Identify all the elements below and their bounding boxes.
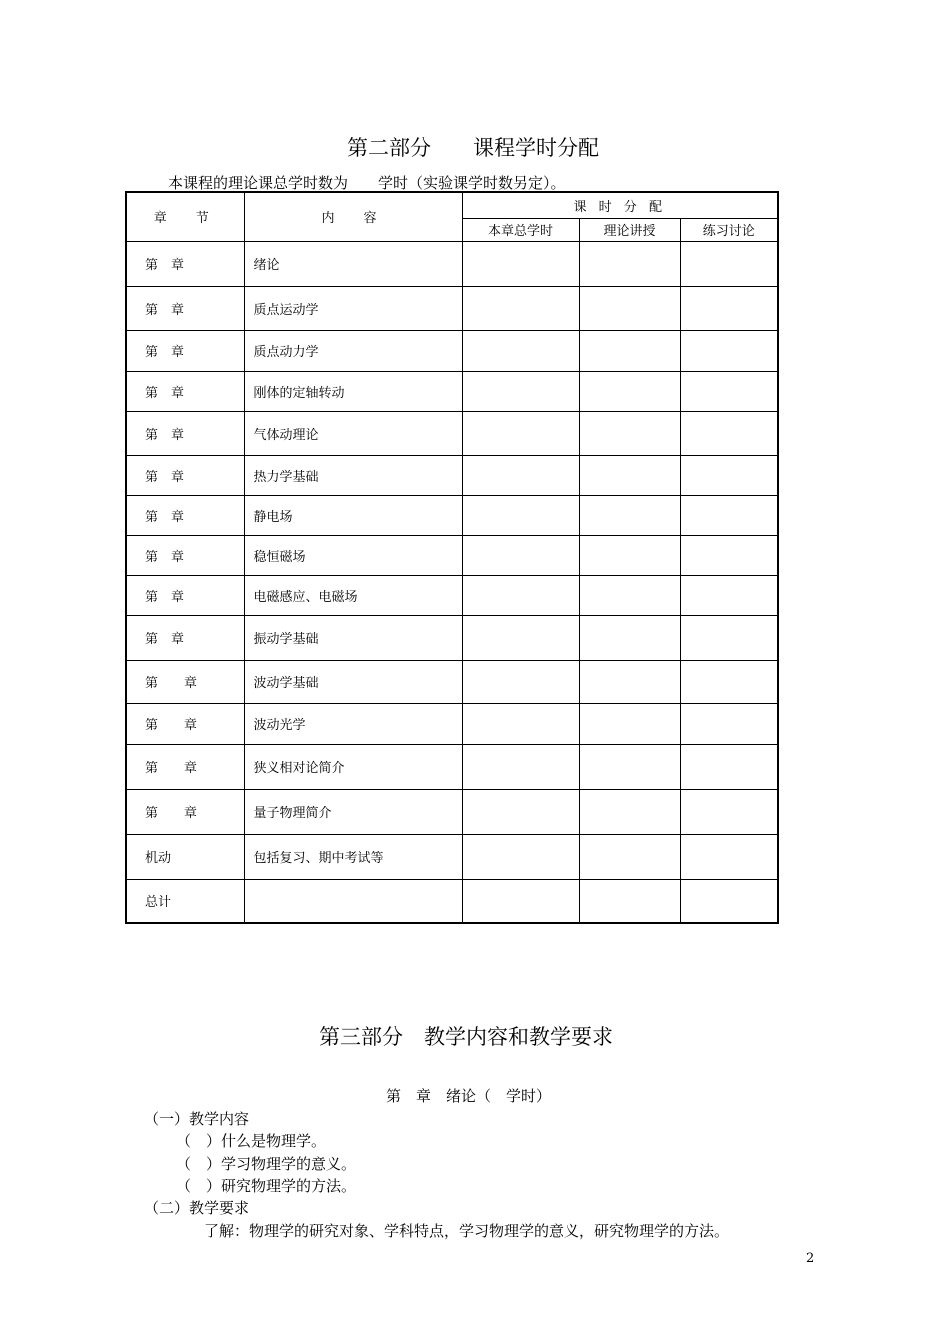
discussion-hours-cell [680,495,778,535]
table-row [126,789,778,834]
lecture-hours-cell [579,703,680,744]
content-cell: 量子物理简介 [244,789,462,834]
total-hours-cell [462,495,579,535]
lecture-hours-cell [579,615,680,660]
header-discussion-hours: 练习讨论 [680,218,778,241]
content-cell: 质点运动学 [244,286,462,330]
discussion-hours-cell [680,575,778,615]
total-hours-cell [462,286,579,330]
header-hours: 课 时 分 配 [462,192,778,218]
table-row [126,660,778,703]
table-row [126,455,778,495]
table-row [126,744,778,789]
chapter-cell: 第 章 [126,789,244,834]
discussion-hours-cell [680,330,778,371]
chapter-cell: 第 章 [126,330,244,371]
table-row [126,371,778,411]
content-item: （ ）什么是物理学。 [176,1132,327,1150]
discussion-hours-cell [680,371,778,411]
discussion-hours-cell [680,411,778,455]
content-item: （ ）研究物理学的方法。 [176,1177,357,1195]
chapter-cell: 第 章 [126,455,244,495]
content-cell: 静电场 [244,495,462,535]
total-hours-cell [462,744,579,789]
table-row [126,703,778,744]
header-total-hours: 本章总学时 [462,218,579,241]
chapter-cell: 第 章 [126,371,244,411]
total-hours-cell [462,615,579,660]
lecture-hours-cell [579,535,680,575]
header-chapter: 章 节 [126,192,244,241]
lecture-hours-cell [579,241,680,286]
lecture-hours-cell [579,834,680,879]
discussion-hours-cell [680,744,778,789]
header-content: 内 容 [244,192,462,241]
lecture-hours-cell [579,575,680,615]
section-teaching-requirements: （二）教学要求 [144,1199,250,1217]
table-row [126,495,778,535]
content-cell: 质点动力学 [244,330,462,371]
total-hours-cell [462,330,579,371]
lecture-hours-cell [579,411,680,455]
requirement-text: 了解：物理学的研究对象、学科特点，学习物理学的意义，研究物理学的方法。 [204,1222,730,1240]
chapter-cell: 第 章 [126,615,244,660]
chapter-cell: 总计 [126,879,244,923]
content-cell: 狭义相对论简介 [244,744,462,789]
total-hours-cell [462,789,579,834]
content-cell: 稳恒磁场 [244,535,462,575]
content-cell: 气体动理论 [244,411,462,455]
total-hours-cell [462,371,579,411]
discussion-hours-cell [680,879,778,923]
total-hours-cell [462,455,579,495]
content-cell: 波动学基础 [244,660,462,703]
chapter-cell: 第 章 [126,495,244,535]
table-row [126,575,778,615]
part2-title: 第二部分 课程学时分配 [347,136,599,160]
total-hours-cell [462,411,579,455]
content-cell [244,879,462,923]
lecture-hours-cell [579,455,680,495]
table-row [126,286,778,330]
page-number: 2 [806,1251,815,1266]
content-cell: 刚体的定轴转动 [244,371,462,411]
chapter-cell: 第 章 [126,286,244,330]
part3-title: 第三部分 教学内容和教学要求 [319,1025,613,1049]
header-lecture-hours: 理论讲授 [579,218,680,241]
total-hours-cell [462,241,579,286]
content-cell: 振动学基础 [244,615,462,660]
total-hours-cell [462,575,579,615]
content-cell: 热力学基础 [244,455,462,495]
hours-table [125,191,779,924]
discussion-hours-cell [680,455,778,495]
content-cell: 电磁感应、电磁场 [244,575,462,615]
chapter-cell: 第 章 [126,703,244,744]
content-cell: 绪论 [244,241,462,286]
table-row [126,411,778,455]
chapter-cell: 第 章 [126,660,244,703]
chapter-cell: 第 章 [126,535,244,575]
discussion-hours-cell [680,703,778,744]
discussion-hours-cell [680,660,778,703]
content-cell: 波动光学 [244,703,462,744]
table-row [126,330,778,371]
discussion-hours-cell [680,834,778,879]
lecture-hours-cell [579,789,680,834]
chapter-cell: 第 章 [126,241,244,286]
discussion-hours-cell [680,789,778,834]
discussion-hours-cell [680,615,778,660]
discussion-hours-cell [680,286,778,330]
table-row [126,241,778,286]
table-header-row [126,192,778,218]
content-item: （ ）学习物理学的意义。 [176,1155,357,1173]
table-row [126,615,778,660]
chapter-cell: 第 章 [126,411,244,455]
lecture-hours-cell [579,879,680,923]
total-hours-cell [462,660,579,703]
part2-intro: 本课程的理论课总学时数为 学时（实验课学时数另定）。 [168,174,566,192]
chapter-cell: 机动 [126,834,244,879]
table-row [126,879,778,923]
lecture-hours-cell [579,330,680,371]
section-teaching-content: （一）教学内容 [144,1110,250,1128]
total-hours-cell [462,834,579,879]
lecture-hours-cell [579,744,680,789]
lecture-hours-cell [579,286,680,330]
lecture-hours-cell [579,495,680,535]
lecture-hours-cell [579,660,680,703]
lecture-hours-cell [579,371,680,411]
total-hours-cell [462,703,579,744]
table-row [126,834,778,879]
table-row [126,535,778,575]
content-cell: 包括复习、期中考试等 [244,834,462,879]
chapter-heading: 第 章 绪论（ 学时） [386,1087,552,1105]
total-hours-cell [462,879,579,923]
discussion-hours-cell [680,241,778,286]
chapter-cell: 第 章 [126,575,244,615]
discussion-hours-cell [680,535,778,575]
total-hours-cell [462,535,579,575]
chapter-cell: 第 章 [126,744,244,789]
